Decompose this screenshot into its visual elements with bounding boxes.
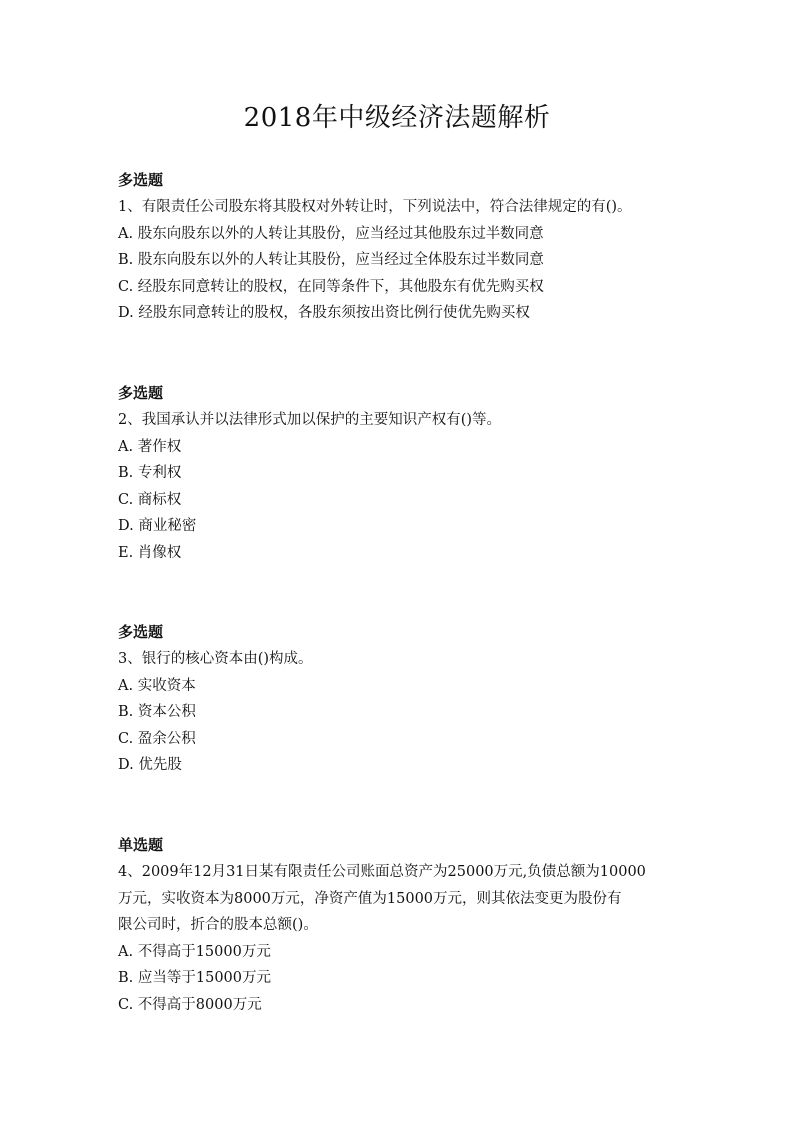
question-type: 多选题 [118, 384, 164, 402]
question-stem-line-2: 万元，实收资本为8000万元，净资产值为15000万元，则其依法变更为股份有 [118, 890, 622, 907]
question-type: 多选题 [118, 171, 164, 189]
option-c: C. 盈余公积 [118, 730, 196, 747]
page-title: 2018年中级经济法题解析 [243, 103, 551, 133]
question-stem: 1、有限责任公司股东将其股权对外转让时，下列说法中，符合法律规定的有()。 [118, 199, 632, 215]
question-stem: 3、银行的核心资本由()构成。 [118, 651, 313, 667]
question-stem-line-1: 4、2009年12月31日某有限责任公司账面总资产为25000万元,负债总额为10000 [118, 864, 646, 880]
question-stem-line-3: 限公司时，折合的股本总额()。 [118, 917, 318, 933]
question-4 [118, 832, 718, 1018]
question-2 [118, 380, 718, 566]
question-stem: 2、我国承认并以法律形式加以保护的主要知识产权有()等。 [118, 412, 502, 428]
question-3 [118, 619, 718, 779]
option-d: D. 优先股 [118, 757, 182, 773]
option-b: B. 应当等于15000万元 [118, 970, 271, 986]
option-d: D. 经股东同意转让的股权，各股东须按出资比例行使优先购买权 [118, 305, 530, 321]
option-d: D. 商业秘密 [118, 518, 197, 534]
option-a: A. 股东向股东以外的人转让其股份，应当经过其他股东过半数同意 [118, 225, 544, 242]
option-a: A. 不得高于15000万元 [118, 943, 271, 960]
question-1 [118, 167, 718, 327]
option-b: B. 专利权 [118, 465, 182, 481]
option-a: A. 著作权 [118, 438, 182, 455]
question-type: 多选题 [118, 623, 164, 641]
option-b: B. 资本公积 [118, 704, 196, 720]
option-c: C. 经股东同意转让的股权，在同等条件下，其他股东有优先购买权 [118, 278, 544, 295]
question-type: 单选题 [118, 836, 164, 854]
option-a: A. 实收资本 [118, 677, 196, 694]
option-c: C. 不得高于8000万元 [118, 996, 262, 1013]
option-b: B. 股东向股东以外的人转让其股份，应当经过全体股东过半数同意 [118, 252, 544, 268]
option-e: E. 肖像权 [118, 544, 182, 561]
option-c: C. 商标权 [118, 491, 182, 508]
